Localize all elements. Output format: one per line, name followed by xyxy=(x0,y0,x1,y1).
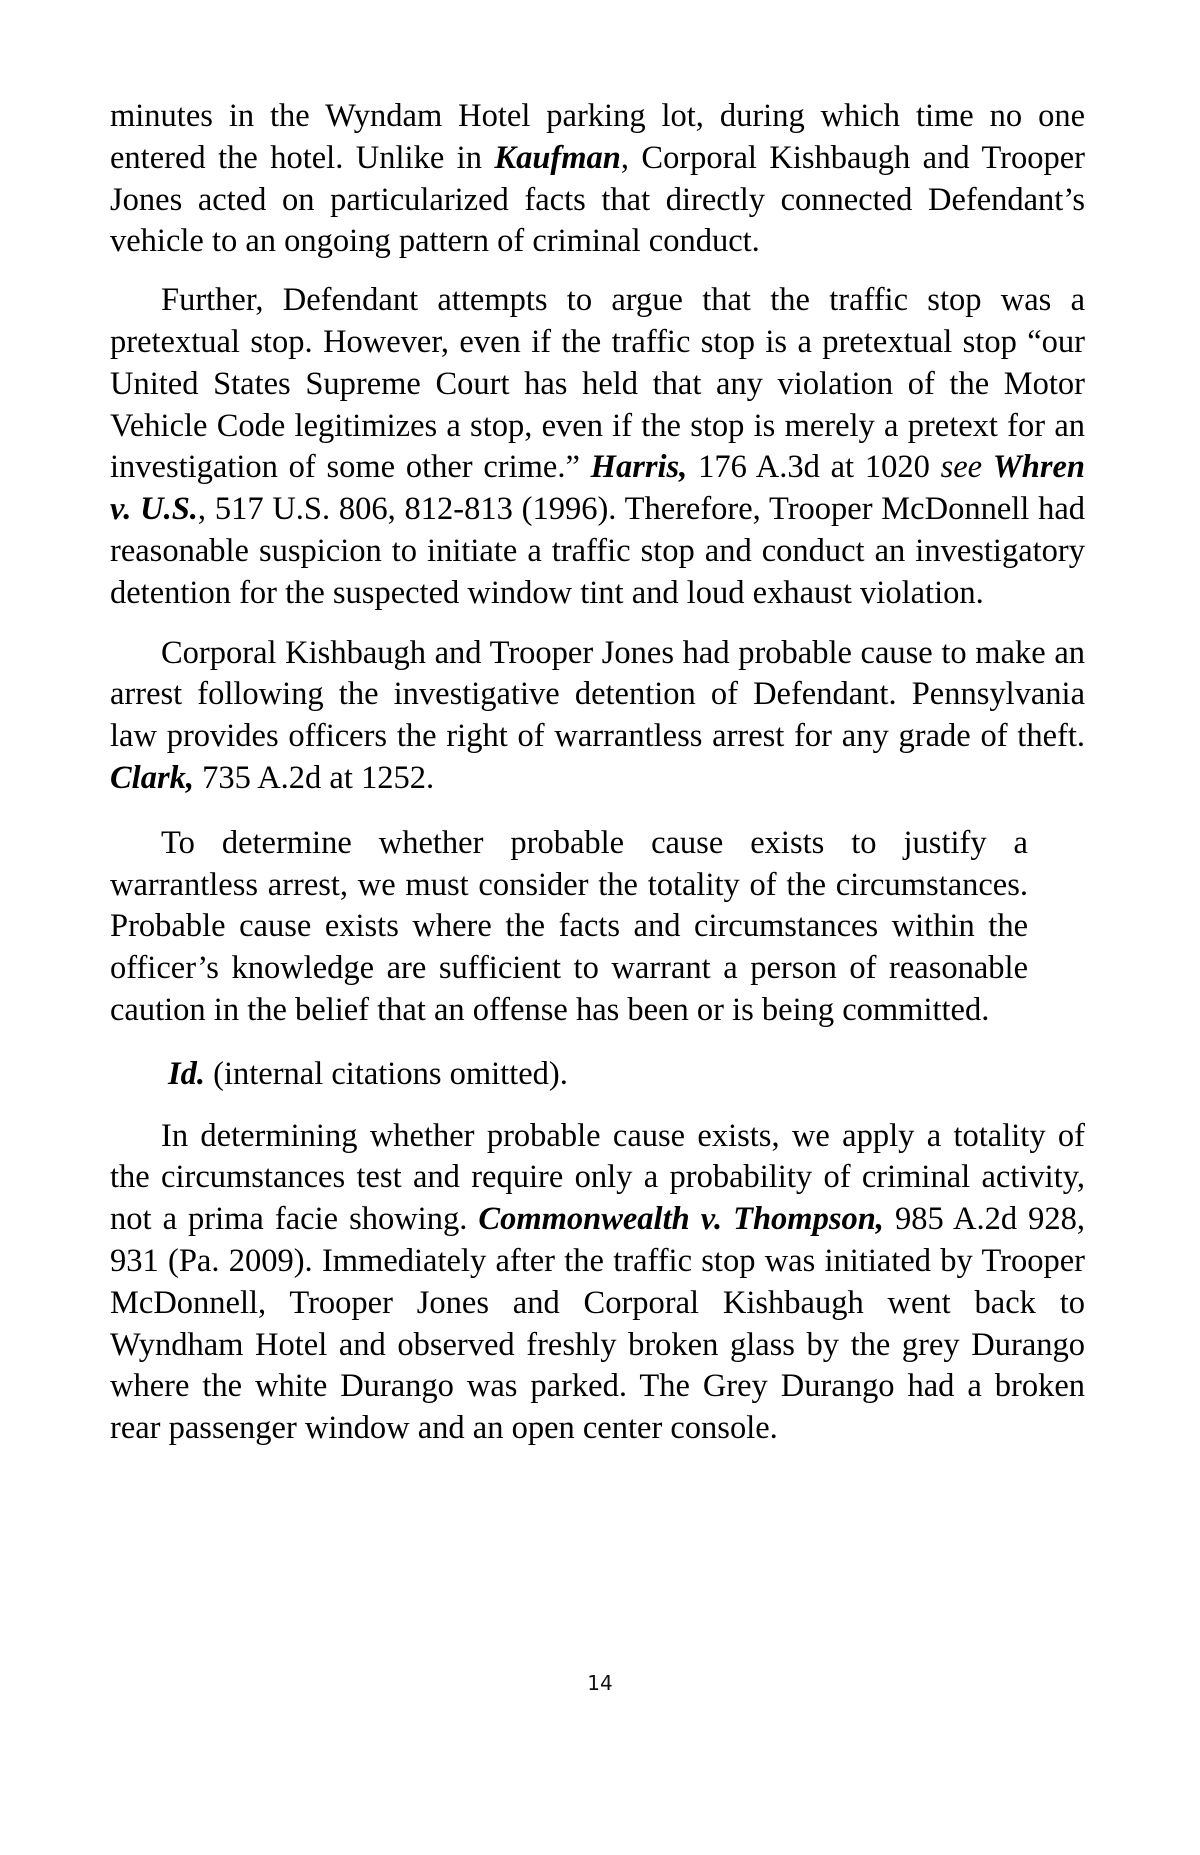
text: (internal citations omitted). xyxy=(205,1055,568,1092)
case-name-whren: Whren v. U.S. xyxy=(110,449,1085,528)
case-name-clark: Clark, xyxy=(110,759,194,796)
citation-line xyxy=(168,1054,1085,1096)
case-name-kaufman: Kaufman xyxy=(494,139,621,176)
text: 176 A.3d at 1020 xyxy=(687,449,941,486)
id-citation: Id. xyxy=(168,1055,206,1092)
paragraph-pretextual-stop xyxy=(110,280,1085,614)
text: Further, Defendant attempts to argue that the traffic stop was a pretextual stop. However, even if the traffic stop is a pretextual stop “our United States Supreme Court has held that any violation of the Motor Vehicle Code legitimizes a stop, even if the stop is merely a pretext for an investigation of some other crime.” xyxy=(110,282,1085,486)
text: , Corporal Kishbaugh and Trooper Jones acted on particularized facts that directly connected Defendant’s vehicle to an ongoing pattern of criminal conduct. xyxy=(110,139,1085,260)
quote-text: To determine whether probable cause exists to justify a warrantless arrest, we must consider the totality of the circumstances. Probable cause exists where the facts and circumstances within the officer’s knowledge are sufficient to warrant a person of reasonable caution in the belief that an offense has been or is being committed. xyxy=(110,824,1028,1028)
text: , 517 U.S. 806, 812-813 (1996). Therefore, Trooper McDonnell had reasonable suspicion to initiate a traffic stop and conduct an investigatory detention for the suspected window tint and loud exhaust violation. xyxy=(110,491,1086,611)
paragraph-probable-cause xyxy=(110,633,1085,800)
text: Corporal Kishbaugh and Trooper Jones had probable cause to make an arrest following the investigative detention of Defendant. Pennsylvania law provides officers the right of warrantless arrest for any grade of theft. xyxy=(110,634,1085,755)
text: minutes in the Wyndam Hotel parking lot, during which time no one entered the hotel. Unlike in xyxy=(110,98,1085,176)
text xyxy=(982,449,993,485)
text: In determining whether probable cause exists, we apply a totality of the circumstances test and require only a probability of criminal activity, not a prima facie showing. xyxy=(110,1117,1085,1238)
document-page xyxy=(110,96,1085,1450)
case-name-harris: Harris, xyxy=(590,449,688,486)
case-name-thompson: Commonwealth v. Thompson, xyxy=(478,1201,884,1238)
paragraph-continued xyxy=(110,96,1085,263)
text: 735 A.2d at 1252. xyxy=(193,759,435,796)
text: 985 A.2d 928, 931 (Pa. 2009). Immediately after the traffic stop was initiated by Trooper McDonnell, Trooper Jones and Corporal Kishbaugh went back to Wyndham Hotel and observed freshly broken glass by the grey Durango where the white Durango was parked. The Grey Durango had a broken rear passenger window and an open center console. xyxy=(110,1201,1085,1447)
signal-see: see xyxy=(940,449,983,486)
block-quote xyxy=(110,823,1028,1032)
paragraph-totality xyxy=(110,1116,1085,1450)
page-number: 14 xyxy=(587,1671,613,1695)
